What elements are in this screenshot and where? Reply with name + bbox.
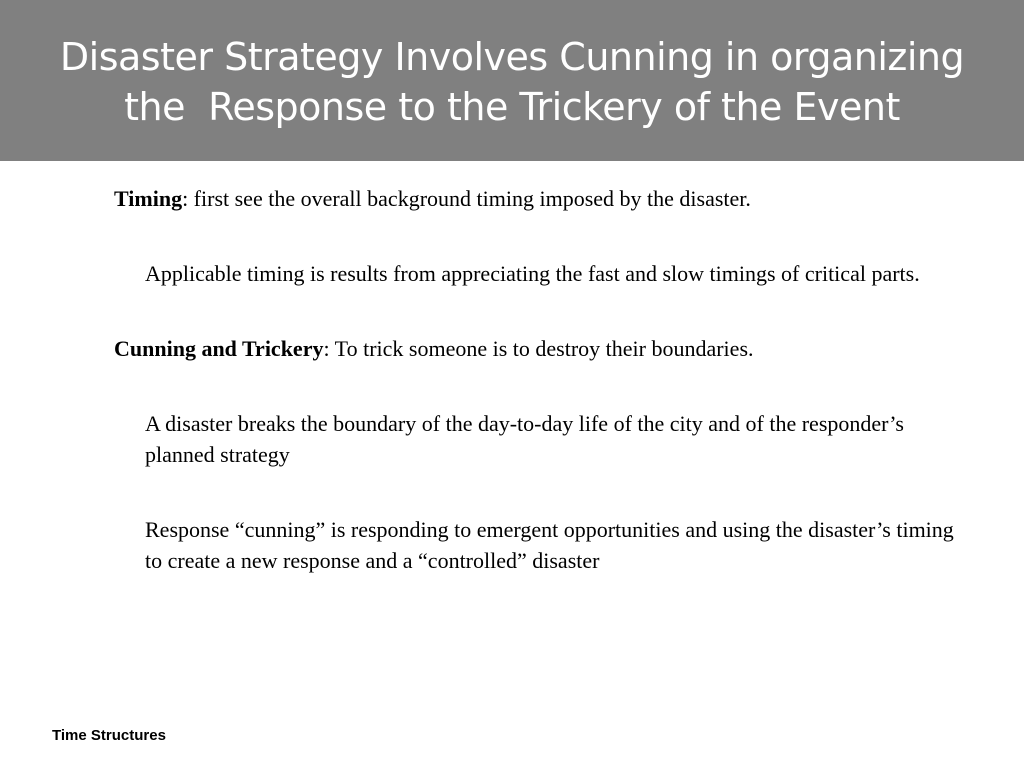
paragraph-lead: Timing: [114, 186, 183, 211]
paragraph-response-cunning: [145, 514, 974, 576]
paragraph-text: A disaster breaks the boundary of the day-to-day life of the city and of the responder’s planned strategy: [145, 411, 904, 467]
paragraph-text: Response “cunning” is responding to emergent opportunities and using the disaster’s timing to create a new response and a “controlled” disaster: [145, 517, 954, 573]
slide-title-line-1: Disaster Strategy Involves Cunning in organizing: [59, 35, 965, 79]
paragraph-lead: Cunning and Trickery: [114, 336, 324, 361]
paragraph-boundary: [145, 408, 974, 470]
paragraph-applicable-timing: [145, 258, 974, 289]
slide-title: [0, 32, 1024, 132]
slide-body: [114, 183, 974, 620]
paragraph-text: : To trick someone is to destroy their boundaries.: [323, 336, 754, 361]
paragraph-timing: [114, 183, 974, 214]
paragraph-text: : first see the overall background timing imposed by the disaster.: [182, 186, 751, 211]
slide-title-line-2: the Response to the Trickery of the Event: [124, 85, 900, 129]
footer-label: Time Structures: [52, 727, 166, 744]
paragraph-cunning-trickery: [114, 333, 974, 364]
paragraph-text: Applicable timing is results from appreciating the fast and slow timings of critical parts.: [145, 261, 920, 286]
title-bar: [0, 0, 1024, 161]
